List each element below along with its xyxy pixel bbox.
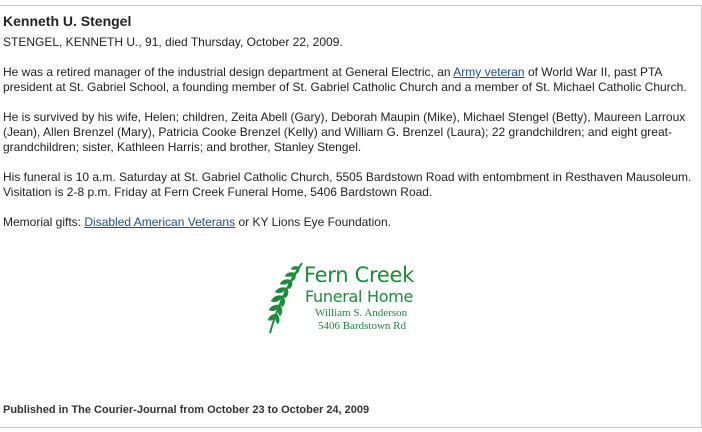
memorial-suffix: or KY Lions Eye Foundation. [235, 215, 391, 229]
biography-paragraph [3, 65, 695, 95]
memorial-paragraph [3, 215, 695, 230]
bio-text-start: He was a retired manager of the industrial design department at General Electric, an [3, 65, 454, 79]
death-notice-line: STENGEL, KENNETH U., 91, died Thursday, October 22, 2009. [3, 35, 343, 49]
fern-leaf-icon [264, 259, 306, 335]
logo-line-funeral-home: Funeral Home [305, 287, 414, 306]
disabled-american-veterans-link[interactable]: Disabled American Veterans [84, 215, 236, 229]
survivors-paragraph: He is survived by his wife, Helen; children, Zeita Abell (Gary), Deborah Maupin (Mike), Michael Stengel (Betty), Maureen Larroux (Jean), Allen Brenzel (Mary), Patricia Cooke Brenzel (Kelly) and William G. Brenzel (Laura); 22 grandchildren; and eight great-grandchildren; sister, Kathleen Harris; and brother, Stanley Stengel. [3, 110, 686, 154]
top-divider [0, 5, 702, 6]
funeral-paragraph: His funeral is 10 a.m. Saturday at St. Gabriel Catholic Church, 5505 Bardstown Road with entombment in Resthaven Mausoleum. Visitation is 2-8 p.m. Friday at Fern Creek Funeral Home, 5406 Bardstown Road. [3, 170, 692, 199]
bio-text-end: of World War II, past PTA president at St. Gabriel School, a founding member of St. Gabriel Catholic Church and a member of St. Michael Catholic Church. [3, 65, 687, 94]
logo-owner-name: William S. Anderson [315, 307, 408, 319]
logo-address: 5406 Bardstown Rd [318, 320, 406, 332]
logo-line-fern-creek: Fern Creek [304, 263, 414, 287]
obituary-name: Kenneth U. Stengel [3, 13, 132, 29]
army-veteran-link[interactable]: Army veteran [453, 65, 525, 79]
funeral-home-logo [264, 259, 454, 337]
publication-notice: Published in The Courier-Journal from October 23 to October 24, 2009 [3, 404, 370, 416]
obituary-article [3, 12, 695, 230]
memorial-prefix: Memorial gifts: [3, 215, 85, 229]
bottom-divider [0, 427, 702, 428]
